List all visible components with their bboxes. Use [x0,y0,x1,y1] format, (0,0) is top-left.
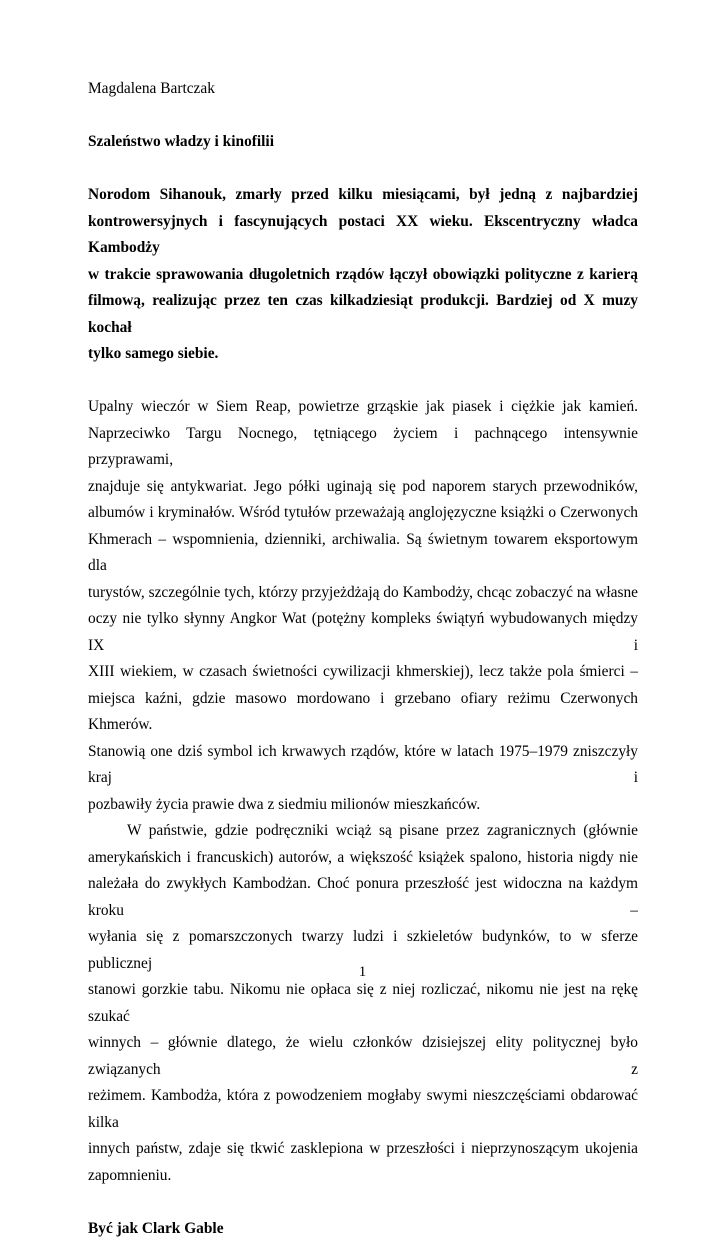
body-line: winnych – głównie dlatego, że wielu członków dzisiejszej elity politycznej było związanych z [88,1030,638,1083]
body-line: pozbawiły życia prawie dwa z siedmiu milionów mieszkańców. [88,792,638,819]
body-line: wyłania się z pomarszczonych twarzy ludzi i szkieletów budynków, to w sferze publicznej [88,924,638,977]
article-title: Szaleństwo władzy i kinofilii [88,129,638,156]
body-line: należała do zwykłych Kambodżan. Choć ponura przeszłość jest widoczna na każdym kroku – [88,871,638,924]
body-line: miejsca kaźni, gdzie masowo mordowano i grzebano ofiary reżimu Czerwonych Khmerów. [88,686,638,739]
body-line: W państwie, gdzie podręczniki wciąż są pisane przez zagranicznych (głównie [88,818,638,845]
lead-paragraph [88,182,638,368]
document-page [88,76,638,1242]
body-line: albumów i kryminałów. Wśród tytułów przeważają anglojęzyczne książki o Czerwonych [88,500,638,527]
body-line: Naprzeciwko Targu Nocnego, tętniącego życiem i pachnącego intensywnie przyprawami, [88,421,638,474]
body-line: reżimem. Kambodża, która z powodzeniem mogłaby swymi nieszczęściami obdarować kilka [88,1083,638,1136]
lead-line: filmową, realizując przez ten czas kilkadziesiąt produkcji. Bardziej od X muzy kochał [88,288,638,341]
lead-line: Norodom Sihanouk, zmarły przed kilku miesiącami, był jedną z najbardziej [88,182,638,209]
body-paragraph-2 [88,818,638,1189]
body-line: zapomnieniu. [88,1163,638,1190]
lead-line: w trakcie sprawowania długoletnich rządów łączył obowiązki polityczne z karierą [88,262,638,289]
body-line: oczy nie tylko słynny Angkor Wat (potężny kompleks świątyń wybudowanych między IX i [88,606,638,659]
section-heading: Być jak Clark Gable [88,1216,638,1242]
body-line: turystów, szczególnie tych, którzy przyjeżdżają do Kambodży, chcąc zobaczyć na własne [88,580,638,607]
lead-line: kontrowersyjnych i fascynujących postaci XX wieku. Ekscentryczny władca Kambodży [88,209,638,262]
body-line: XIII wiekiem, w czasach świetności cywilizacji khmerskiej), lecz także pola śmierci – [88,659,638,686]
body-line: Stanowią one dziś symbol ich krwawych rządów, które w latach 1975–1979 zniszczyły kraj i [88,739,638,792]
body-line: amerykańskich i francuskich) autorów, a większość książek spalono, historia nigdy nie [88,845,638,872]
body-line: Khmerach – wspomnienia, dzienniki, archiwalia. Są świetnym towarem eksportowym dla [88,527,638,580]
body-line: stanowi gorzkie tabu. Nikomu nie opłaca się z niej rozliczać, nikomu nie jest na rękę szukać [88,977,638,1030]
page-number: 1 [0,962,725,982]
body-line: znajduje się antykwariat. Jego półki uginają się pod naporem starych przewodników, [88,474,638,501]
body-line: Upalny wieczór w Siem Reap, powietrze grząskie jak piasek i ciężkie jak kamień. [88,394,638,421]
body-line: innych państw, zdaje się tkwić zasklepiona w przeszłości i nieprzynoszącym ukojenia [88,1136,638,1163]
lead-line: tylko samego siebie. [88,341,638,368]
author-name: Magdalena Bartczak [88,76,638,103]
body-paragraph-1 [88,394,638,818]
